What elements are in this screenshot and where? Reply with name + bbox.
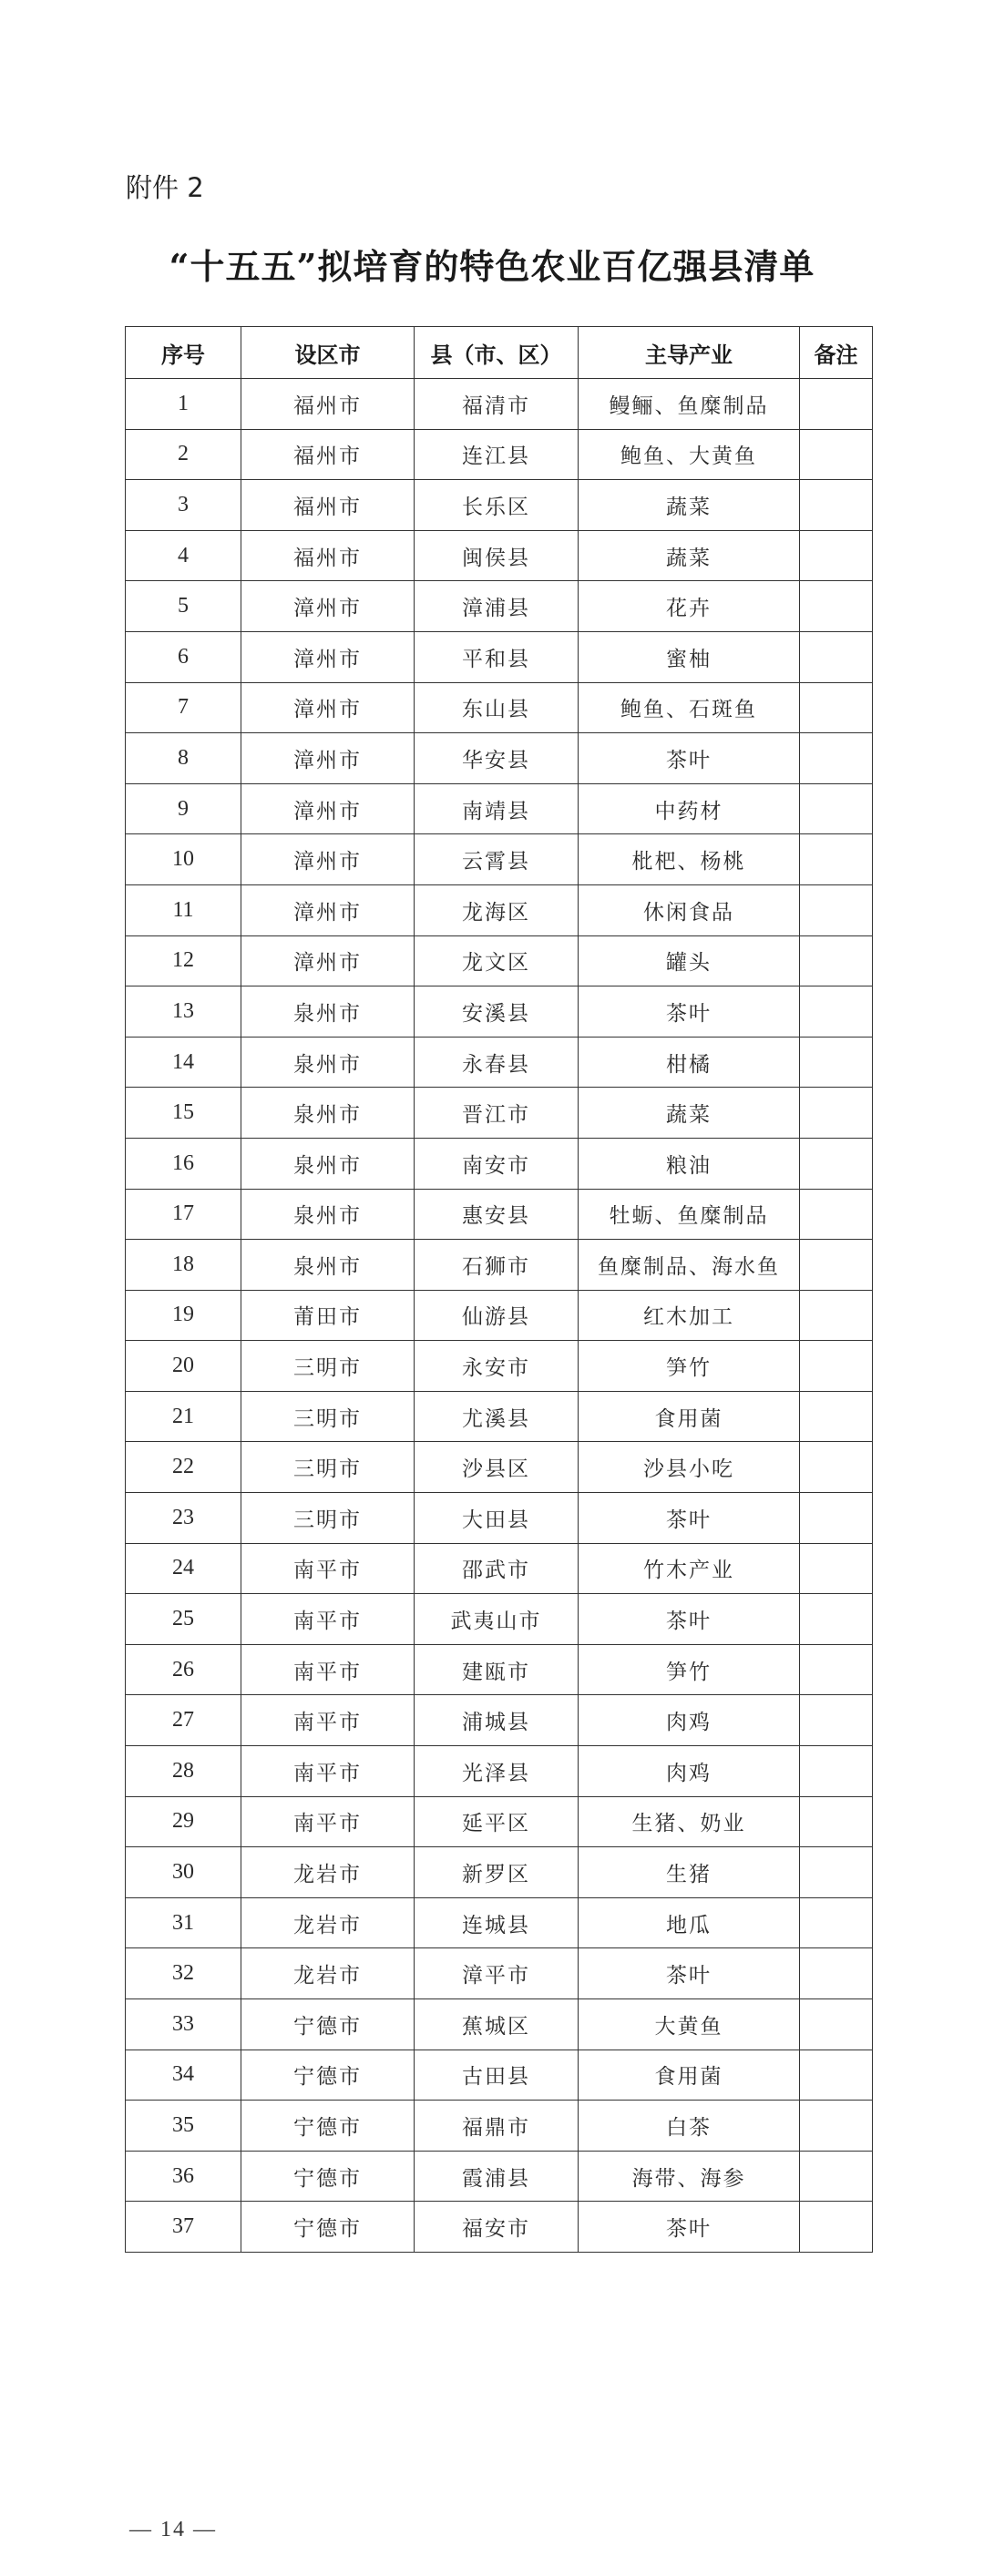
- cell-serial: 17: [126, 1189, 241, 1240]
- cell-county: 南靖县: [415, 783, 579, 834]
- cell-serial: 5: [126, 581, 241, 632]
- cell-county: 蕉城区: [415, 1999, 579, 2050]
- cell-serial: 11: [126, 884, 241, 935]
- cell-county: 长乐区: [415, 480, 579, 531]
- cell-city: 南平市: [241, 1594, 415, 1645]
- table-row: [126, 1746, 873, 1797]
- cell-industry: 牡蛎、鱼糜制品: [579, 1189, 800, 1240]
- header-county: 县（市、区）: [415, 327, 579, 379]
- cell-county: 仙游县: [415, 1290, 579, 1341]
- cell-industry: 食用菌: [579, 1391, 800, 1442]
- cell-industry: 肉鸡: [579, 1746, 800, 1797]
- table-row: [126, 581, 873, 632]
- cell-county: 福安市: [415, 2202, 579, 2253]
- table-row: [126, 1796, 873, 1847]
- cell-remarks: [800, 1594, 873, 1645]
- cell-serial: 29: [126, 1796, 241, 1847]
- table-row: [126, 1240, 873, 1291]
- cell-county: 新罗区: [415, 1847, 579, 1898]
- cell-city: 福州市: [241, 530, 415, 581]
- cell-industry: 鳗鲡、鱼糜制品: [579, 379, 800, 430]
- cell-city: 三明市: [241, 1442, 415, 1493]
- cell-remarks: [800, 1746, 873, 1797]
- cell-remarks: [800, 1644, 873, 1695]
- table-row: [126, 1493, 873, 1544]
- cell-industry: 笋竹: [579, 1341, 800, 1392]
- table-row: [126, 935, 873, 986]
- cell-remarks: [800, 1847, 873, 1898]
- cell-city: 南平市: [241, 1644, 415, 1695]
- cell-county: 南安市: [415, 1138, 579, 1189]
- cell-industry: 罐头: [579, 935, 800, 986]
- cell-county: 永春县: [415, 1037, 579, 1088]
- cell-serial: 21: [126, 1391, 241, 1442]
- cell-city: 漳州市: [241, 783, 415, 834]
- table-row: [126, 1847, 873, 1898]
- cell-remarks: [800, 1037, 873, 1088]
- cell-remarks: [800, 2101, 873, 2152]
- cell-county: 古田县: [415, 2050, 579, 2101]
- cell-remarks: [800, 429, 873, 480]
- cell-city: 宁德市: [241, 2050, 415, 2101]
- cell-city: 宁德市: [241, 2101, 415, 2152]
- table-header-row: [126, 327, 873, 379]
- cell-county: 漳浦县: [415, 581, 579, 632]
- cell-remarks: [800, 2151, 873, 2202]
- cell-industry: 红木加工: [579, 1290, 800, 1341]
- table-row: [126, 733, 873, 784]
- cell-remarks: [800, 1897, 873, 1948]
- cell-remarks: [800, 379, 873, 430]
- cell-county: 福清市: [415, 379, 579, 430]
- cell-serial: 23: [126, 1493, 241, 1544]
- cell-city: 南平市: [241, 1796, 415, 1847]
- table-row: [126, 1391, 873, 1442]
- cell-remarks: [800, 2202, 873, 2253]
- cell-industry: 花卉: [579, 581, 800, 632]
- cell-county: 连城县: [415, 1897, 579, 1948]
- cell-county: 石狮市: [415, 1240, 579, 1291]
- cell-city: 三明市: [241, 1341, 415, 1392]
- cell-city: 龙岩市: [241, 1897, 415, 1948]
- cell-industry: 粮油: [579, 1138, 800, 1189]
- cell-county: 邵武市: [415, 1543, 579, 1594]
- cell-industry: 茶叶: [579, 1948, 800, 1999]
- county-list-table: [125, 326, 873, 2253]
- page-number: — 14 —: [129, 2518, 217, 2541]
- cell-remarks: [800, 1189, 873, 1240]
- cell-county: 安溪县: [415, 986, 579, 1038]
- cell-industry: 蔬菜: [579, 480, 800, 531]
- cell-serial: 20: [126, 1341, 241, 1392]
- cell-city: 漳州市: [241, 733, 415, 784]
- cell-serial: 4: [126, 530, 241, 581]
- cell-county: 闽侯县: [415, 530, 579, 581]
- cell-county: 惠安县: [415, 1189, 579, 1240]
- document-title: “十五五”拟培育的特色农业百亿强县清单: [169, 246, 815, 287]
- table-row: [126, 884, 873, 935]
- table-row: [126, 1290, 873, 1341]
- cell-county: 永安市: [415, 1341, 579, 1392]
- cell-serial: 34: [126, 2050, 241, 2101]
- cell-serial: 6: [126, 631, 241, 682]
- table-row: [126, 682, 873, 733]
- cell-city: 福州市: [241, 429, 415, 480]
- cell-serial: 32: [126, 1948, 241, 1999]
- cell-remarks: [800, 1442, 873, 1493]
- cell-serial: 16: [126, 1138, 241, 1189]
- cell-county: 龙海区: [415, 884, 579, 935]
- cell-industry: 鲍鱼、大黄鱼: [579, 429, 800, 480]
- cell-serial: 19: [126, 1290, 241, 1341]
- cell-city: 宁德市: [241, 1999, 415, 2050]
- cell-industry: 茶叶: [579, 1594, 800, 1645]
- cell-industry: 笋竹: [579, 1644, 800, 1695]
- table-row: [126, 783, 873, 834]
- cell-remarks: [800, 884, 873, 935]
- cell-county: 霞浦县: [415, 2151, 579, 2202]
- table-row: [126, 1037, 873, 1088]
- cell-industry: 茶叶: [579, 2202, 800, 2253]
- cell-serial: 10: [126, 834, 241, 885]
- cell-industry: 生猪: [579, 1847, 800, 1898]
- cell-county: 漳平市: [415, 1948, 579, 1999]
- attachment-label: 附件 2: [126, 172, 204, 203]
- cell-city: 漳州市: [241, 884, 415, 935]
- cell-serial: 26: [126, 1644, 241, 1695]
- cell-industry: 蜜柚: [579, 631, 800, 682]
- cell-serial: 24: [126, 1543, 241, 1594]
- cell-industry: 地瓜: [579, 1897, 800, 1948]
- cell-city: 漳州市: [241, 631, 415, 682]
- cell-city: 泉州市: [241, 1037, 415, 1088]
- cell-county: 延平区: [415, 1796, 579, 1847]
- cell-remarks: [800, 1391, 873, 1442]
- cell-serial: 35: [126, 2101, 241, 2152]
- cell-county: 浦城县: [415, 1695, 579, 1746]
- cell-city: 泉州市: [241, 1088, 415, 1139]
- cell-remarks: [800, 1543, 873, 1594]
- cell-serial: 25: [126, 1594, 241, 1645]
- cell-city: 三明市: [241, 1493, 415, 1544]
- cell-city: 泉州市: [241, 1138, 415, 1189]
- cell-county: 平和县: [415, 631, 579, 682]
- cell-city: 南平市: [241, 1695, 415, 1746]
- cell-industry: 大黄鱼: [579, 1999, 800, 2050]
- cell-city: 南平市: [241, 1746, 415, 1797]
- cell-county: 沙县区: [415, 1442, 579, 1493]
- cell-county: 龙文区: [415, 935, 579, 986]
- cell-industry: 生猪、奶业: [579, 1796, 800, 1847]
- cell-county: 建瓯市: [415, 1644, 579, 1695]
- table-row: [126, 1442, 873, 1493]
- header-industry: 主导产业: [579, 327, 800, 379]
- table-row: [126, 834, 873, 885]
- cell-remarks: [800, 1341, 873, 1392]
- cell-serial: 3: [126, 480, 241, 531]
- cell-remarks: [800, 733, 873, 784]
- cell-city: 南平市: [241, 1543, 415, 1594]
- cell-county: 东山县: [415, 682, 579, 733]
- cell-industry: 中药材: [579, 783, 800, 834]
- cell-remarks: [800, 1240, 873, 1291]
- cell-county: 武夷山市: [415, 1594, 579, 1645]
- table-row: [126, 1088, 873, 1139]
- table-row: [126, 429, 873, 480]
- cell-remarks: [800, 682, 873, 733]
- cell-industry: 蔬菜: [579, 1088, 800, 1139]
- cell-industry: 鱼糜制品、海水鱼: [579, 1240, 800, 1291]
- cell-industry: 海带、海参: [579, 2151, 800, 2202]
- cell-serial: 14: [126, 1037, 241, 1088]
- cell-industry: 柑橘: [579, 1037, 800, 1088]
- cell-city: 福州市: [241, 480, 415, 531]
- cell-industry: 茶叶: [579, 1493, 800, 1544]
- table-row: [126, 1695, 873, 1746]
- cell-remarks: [800, 986, 873, 1038]
- cell-serial: 31: [126, 1897, 241, 1948]
- cell-remarks: [800, 530, 873, 581]
- cell-county: 光泽县: [415, 1746, 579, 1797]
- cell-remarks: [800, 834, 873, 885]
- table-body: [126, 379, 873, 2253]
- table-row: [126, 1543, 873, 1594]
- cell-city: 泉州市: [241, 1189, 415, 1240]
- table-row: [126, 1594, 873, 1645]
- cell-city: 宁德市: [241, 2151, 415, 2202]
- header-city: 设区市: [241, 327, 415, 379]
- cell-county: 晋江市: [415, 1088, 579, 1139]
- cell-industry: 竹木产业: [579, 1543, 800, 1594]
- cell-city: 龙岩市: [241, 1948, 415, 1999]
- cell-county: 大田县: [415, 1493, 579, 1544]
- table-row: [126, 2202, 873, 2253]
- cell-serial: 2: [126, 429, 241, 480]
- cell-remarks: [800, 1088, 873, 1139]
- cell-city: 漳州市: [241, 581, 415, 632]
- table-row: [126, 1999, 873, 2050]
- cell-remarks: [800, 1138, 873, 1189]
- cell-city: 龙岩市: [241, 1847, 415, 1898]
- cell-industry: 蔬菜: [579, 530, 800, 581]
- table-row: [126, 631, 873, 682]
- table-row: [126, 379, 873, 430]
- cell-city: 莆田市: [241, 1290, 415, 1341]
- cell-county: 连江县: [415, 429, 579, 480]
- table-row: [126, 1341, 873, 1392]
- cell-remarks: [800, 1796, 873, 1847]
- cell-industry: 肉鸡: [579, 1695, 800, 1746]
- cell-remarks: [800, 1999, 873, 2050]
- cell-serial: 15: [126, 1088, 241, 1139]
- cell-industry: 茶叶: [579, 986, 800, 1038]
- cell-serial: 13: [126, 986, 241, 1038]
- cell-serial: 8: [126, 733, 241, 784]
- cell-industry: 休闲食品: [579, 884, 800, 935]
- cell-city: 三明市: [241, 1391, 415, 1442]
- cell-industry: 食用菌: [579, 2050, 800, 2101]
- cell-serial: 1: [126, 379, 241, 430]
- cell-serial: 12: [126, 935, 241, 986]
- table-row: [126, 1189, 873, 1240]
- table-row: [126, 2101, 873, 2152]
- cell-serial: 9: [126, 783, 241, 834]
- table-row: [126, 1948, 873, 1999]
- table-row: [126, 2050, 873, 2101]
- table-row: [126, 986, 873, 1038]
- table-row: [126, 2151, 873, 2202]
- cell-remarks: [800, 1493, 873, 1544]
- table-row: [126, 1897, 873, 1948]
- cell-serial: 33: [126, 1999, 241, 2050]
- cell-city: 漳州市: [241, 682, 415, 733]
- cell-remarks: [800, 2050, 873, 2101]
- cell-industry: 沙县小吃: [579, 1442, 800, 1493]
- table-row: [126, 530, 873, 581]
- table-row: [126, 1644, 873, 1695]
- cell-city: 泉州市: [241, 986, 415, 1038]
- cell-city: 泉州市: [241, 1240, 415, 1291]
- cell-county: 福鼎市: [415, 2101, 579, 2152]
- cell-remarks: [800, 1290, 873, 1341]
- cell-city: 宁德市: [241, 2202, 415, 2253]
- cell-remarks: [800, 480, 873, 531]
- cell-industry: 茶叶: [579, 733, 800, 784]
- cell-serial: 27: [126, 1695, 241, 1746]
- cell-serial: 37: [126, 2202, 241, 2253]
- cell-remarks: [800, 1695, 873, 1746]
- cell-remarks: [800, 783, 873, 834]
- cell-industry: 鲍鱼、石斑鱼: [579, 682, 800, 733]
- cell-remarks: [800, 935, 873, 986]
- cell-serial: 18: [126, 1240, 241, 1291]
- cell-industry: 枇杷、杨桃: [579, 834, 800, 885]
- cell-remarks: [800, 1948, 873, 1999]
- cell-city: 漳州市: [241, 834, 415, 885]
- cell-county: 云霄县: [415, 834, 579, 885]
- table-row: [126, 1138, 873, 1189]
- cell-city: 漳州市: [241, 935, 415, 986]
- cell-remarks: [800, 631, 873, 682]
- cell-serial: 7: [126, 682, 241, 733]
- cell-serial: 36: [126, 2151, 241, 2202]
- cell-serial: 30: [126, 1847, 241, 1898]
- cell-county: 华安县: [415, 733, 579, 784]
- cell-serial: 28: [126, 1746, 241, 1797]
- cell-city: 福州市: [241, 379, 415, 430]
- cell-county: 尤溪县: [415, 1391, 579, 1442]
- cell-industry: 白茶: [579, 2101, 800, 2152]
- table-row: [126, 480, 873, 531]
- header-remarks: 备注: [800, 327, 873, 379]
- cell-serial: 22: [126, 1442, 241, 1493]
- header-serial: 序号: [126, 327, 241, 379]
- cell-remarks: [800, 581, 873, 632]
